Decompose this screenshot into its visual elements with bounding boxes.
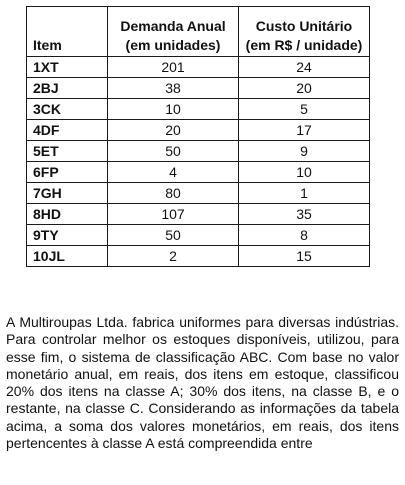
cell-item: 2BJ [27, 78, 108, 99]
cell-demand: 201 [108, 57, 239, 78]
table-row [27, 120, 370, 141]
question-paragraph: A Multiroupas Ltda. fabrica uniformes para diversas indústrias. Para controlar melhor os estoques disponíveis, utilizou, para esse fim, o sistema de classificação ABC. Com base no valor monetário anual, em reais, dos itens em estoque, classificou 20% dos itens na classe A; 30% dos itens, na classe B, e o restante, na classe C. Considerando as informações da tabela acima, a soma dos valores monetários, em reais, dos itens pertencentes à classe A está compreendida entre [6, 314, 399, 452]
table-header-row [27, 7, 370, 57]
cell-demand: 4 [108, 162, 239, 183]
inventory-table [26, 6, 370, 267]
cell-demand: 20 [108, 120, 239, 141]
table-row [27, 246, 370, 267]
cell-demand: 38 [108, 78, 239, 99]
cell-item: 8HD [27, 204, 108, 225]
cell-cost: 1 [239, 183, 370, 204]
cell-cost: 8 [239, 225, 370, 246]
header-demand-line-2: (em unidades) [125, 37, 221, 53]
cell-item: 6FP [27, 162, 108, 183]
cell-demand: 50 [108, 225, 239, 246]
table-row [27, 57, 370, 78]
cell-cost: 15 [239, 246, 370, 267]
cell-cost: 24 [239, 57, 370, 78]
header-unit-cost [239, 7, 370, 57]
cell-item: 4DF [27, 120, 108, 141]
cell-demand: 2 [108, 246, 239, 267]
cell-cost: 9 [239, 141, 370, 162]
cell-cost: 17 [239, 120, 370, 141]
cell-demand: 80 [108, 183, 239, 204]
table-row [27, 183, 370, 204]
header-item-label: Item [33, 37, 62, 53]
cell-item: 7GH [27, 183, 108, 204]
table-row [27, 225, 370, 246]
cell-item: 3CK [27, 99, 108, 120]
header-cost-line-2: (em R$ / unidade) [245, 37, 363, 53]
table-row [27, 141, 370, 162]
header-annual-demand [108, 7, 239, 57]
table-row [27, 204, 370, 225]
table-row [27, 78, 370, 99]
cell-cost: 20 [239, 78, 370, 99]
cell-cost: 5 [239, 99, 370, 120]
cell-item: 5ET [27, 141, 108, 162]
cell-cost: 10 [239, 162, 370, 183]
table-row [27, 162, 370, 183]
header-item [27, 7, 108, 57]
inventory-table-container [26, 6, 369, 267]
cell-item: 10JL [27, 246, 108, 267]
cell-item: 1XT [27, 57, 108, 78]
cell-demand: 107 [108, 204, 239, 225]
header-cost-line-1: Custo Unitário [255, 18, 353, 34]
cell-cost: 35 [239, 204, 370, 225]
table-row [27, 99, 370, 120]
header-demand-line-1: Demanda Anual [120, 18, 226, 34]
cell-demand: 50 [108, 141, 239, 162]
cell-item: 9TY [27, 225, 108, 246]
cell-demand: 10 [108, 99, 239, 120]
